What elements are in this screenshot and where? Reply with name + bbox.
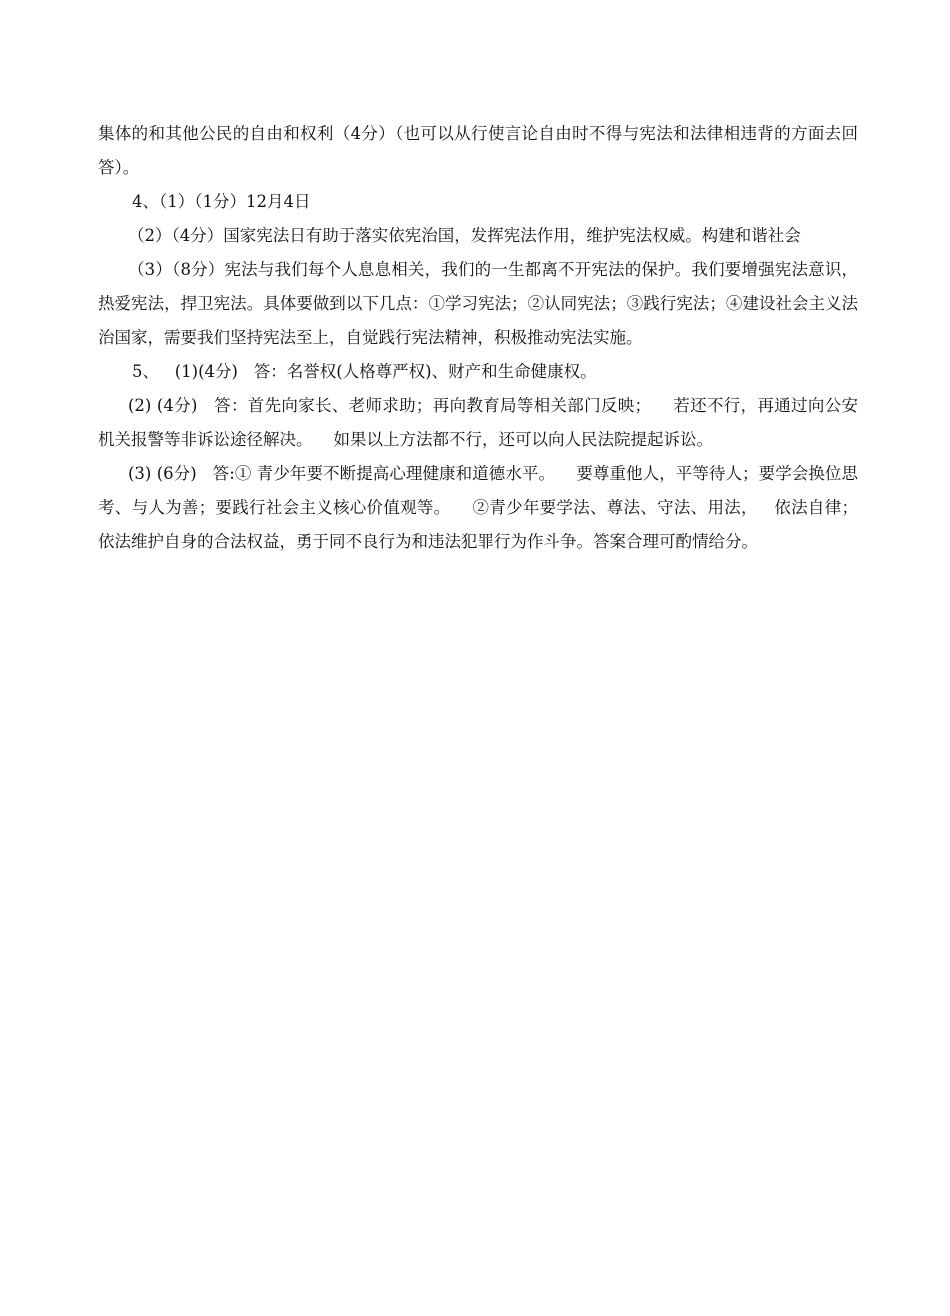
- answer-text-block: [98, 117, 858, 559]
- paragraph-question-5-part-3: (3) (6分) 答:① 青少年要不断提高心理健康和道德水平。 要尊重他人，平等待人；要学会换位思考、与人为善；要践行社会主义核心价值观等。 ②青少年要学法、尊法、守法、用法， 依法自律；依法维护自身的合法权益，勇于同不良行为和违法犯罪行为作斗争。答案合理可酌情给分。: [98, 464, 858, 551]
- paragraph-question-5-part-2: (2) (4分) 答：首先向家长、老师求助；再向教育局等相关部门反映； 若还不行，再通过向公安机关报警等非诉讼途径解决。 如果以上方法都不行，还可以向人民法院提起诉讼。: [98, 396, 858, 449]
- paragraph-question-4-part-2: （2）（4分）国家宪法日有助于落实依宪治国，发挥宪法作用，维护宪法权威。构建和谐社会: [128, 226, 801, 245]
- paragraph-question-4-part-1: 4、（1）（1分）12月4日: [132, 192, 311, 211]
- paragraph-question-5-part-1: 5、 (1)(4分) 答：名誉权(人格尊严权)、财产和生命健康权。: [132, 362, 597, 381]
- paragraph-question-4-part-3: （3）（8分）宪法与我们每个人息息相关，我们的一生都离不开宪法的保护。我们要增强宪法意识，热爱宪法，捍卫宪法。具体要做到以下几点：①学习宪法；②认同宪法；③践行宪法；④建设社会主义法治国家，需要我们坚持宪法至上，自觉践行宪法精神，积极推动宪法实施。: [98, 260, 858, 347]
- paragraph-continuation: 集体的和其他公民的自由和权利（4分）（也可以从行使言论自由时不得与宪法和法律相违背的方面去回答）。: [98, 124, 858, 177]
